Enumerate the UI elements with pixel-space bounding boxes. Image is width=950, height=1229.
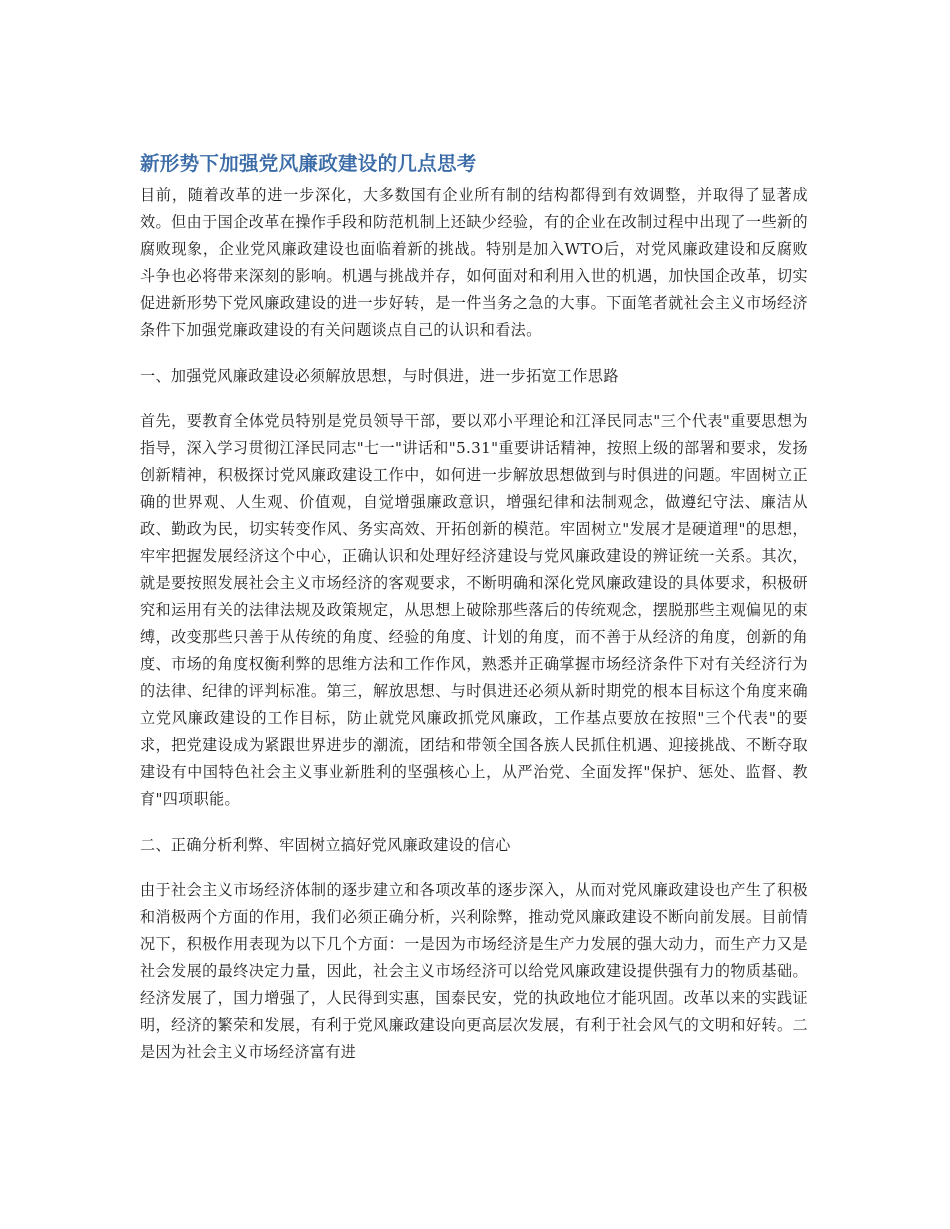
section-2-paragraph: 由于社会主义市场经济体制的逐步建立和各项改革的逐步深入，从而对党风廉政建设也产生了积极和消极两个方面的作用，我们必须正确分析，兴利除弊，推动党风廉政建设不断向前发展。目前情况下，积极作用表现为以下几个方面：一是因为市场经济是生产力发展的强大动力，而生产力又是社会发展的最终决定力量，因此，社会主义市场经济可以给党风廉政建设提供强有力的物质基础。经济发展了，国力增强了，人民得到实惠，国泰民安，党的执政地位才能巩固。改革以来的实践证明，经济的繁荣和发展，有利于党风廉政建设向更高层次发展，有利于社会风气的文明和好转。二是因为社会主义市场经济富有进: [140, 881, 808, 1061]
document-title: 新形势下加强党风廉政建设的几点思考: [140, 152, 477, 175]
document-page: [140, 150, 808, 1066]
section-1-paragraph: 首先，要教育全体党员特别是党员领导干部，要以邓小平理论和江泽民同志"三个代表"重要思想为指导，深入学习贯彻江泽民同志"七一"讲话和"5.31"重要讲话精神，按照上级的部署和要求，发扬创新精神，积极探讨党风廉政建设工作中，如何进一步解放思想做到与时俱进的问题。牢固树立正确的世界观、人生观、价值观，自觉增强廉政意识，增强纪律和法制观念，做遵纪守法、廉洁从政、勤政为民，切实转变作风、务实高效、开拓创新的模范。牢固树立"发展才是硬道理"的思想，牢牢把握发展经济这个中心，正确认识和处理好经济建设与党风廉政建设的辨证统一关系。其次，就是要按照发展社会主义市场经济的客观要求，不断明确和深化党风廉政建设的具体要求，积极研究和运用有关的法律法规及政策规定，从思想上破除那些落后的传统观念，摆脱那些主观偏见的束缚，改变那些只善于从传统的角度、经验的角度、计划的角度，而不善于从经济的角度，创新的角度、市场的角度权衡利弊的思维方法和工作作风，熟悉并正确掌握市场经济条件下对有关经济行为的法律、纪律的评判标准。第三，解放思想、与时俱进还必须从新时期党的根本目标这个角度来确立党风廉政建设的工作目标，防止就党风廉政抓党风廉政，工作基点要放在按照"三个代表"的要求，把党建设成为紧跟世界进步的潮流，团结和带领全国各族人民抓住机遇、迎接挑战、不断夺取建设有中国特色社会主义事业新胜利的坚强核心上，从严治党、全面发挥"保护、惩处、监督、教育"四项职能。: [140, 412, 808, 808]
intro-paragraph: 目前，随着改革的进一步深化，大多数国有企业所有制的结构都得到有效调整，并取得了显著成效。但由于国企改革在操作手段和防范机制上还缺少经验，有的企业在改制过程中出现了一些新的腐败现象，企业党风廉政建设也面临着新的挑战。特别是加入WTO后，对党风廉政建设和反腐败斗争也必将带来深刻的影响。机遇与挑战并存，如何面对和利用入世的机遇，加快国企改革，切实促进新形势下党风廉政建设的进一步好转，是一件当务之急的大事。下面笔者就社会主义市场经济条件下加强党廉政建设的有关问题谈点自己的认识和看法。: [140, 186, 808, 339]
section-2-heading: 二、正确分析利弊、牢固树立搞好党风廉政建设的信心: [140, 836, 511, 854]
section-1-heading: 一、加强党风廉政建设必须解放思想，与时俱进，进一步拓宽工作思路: [140, 367, 619, 385]
